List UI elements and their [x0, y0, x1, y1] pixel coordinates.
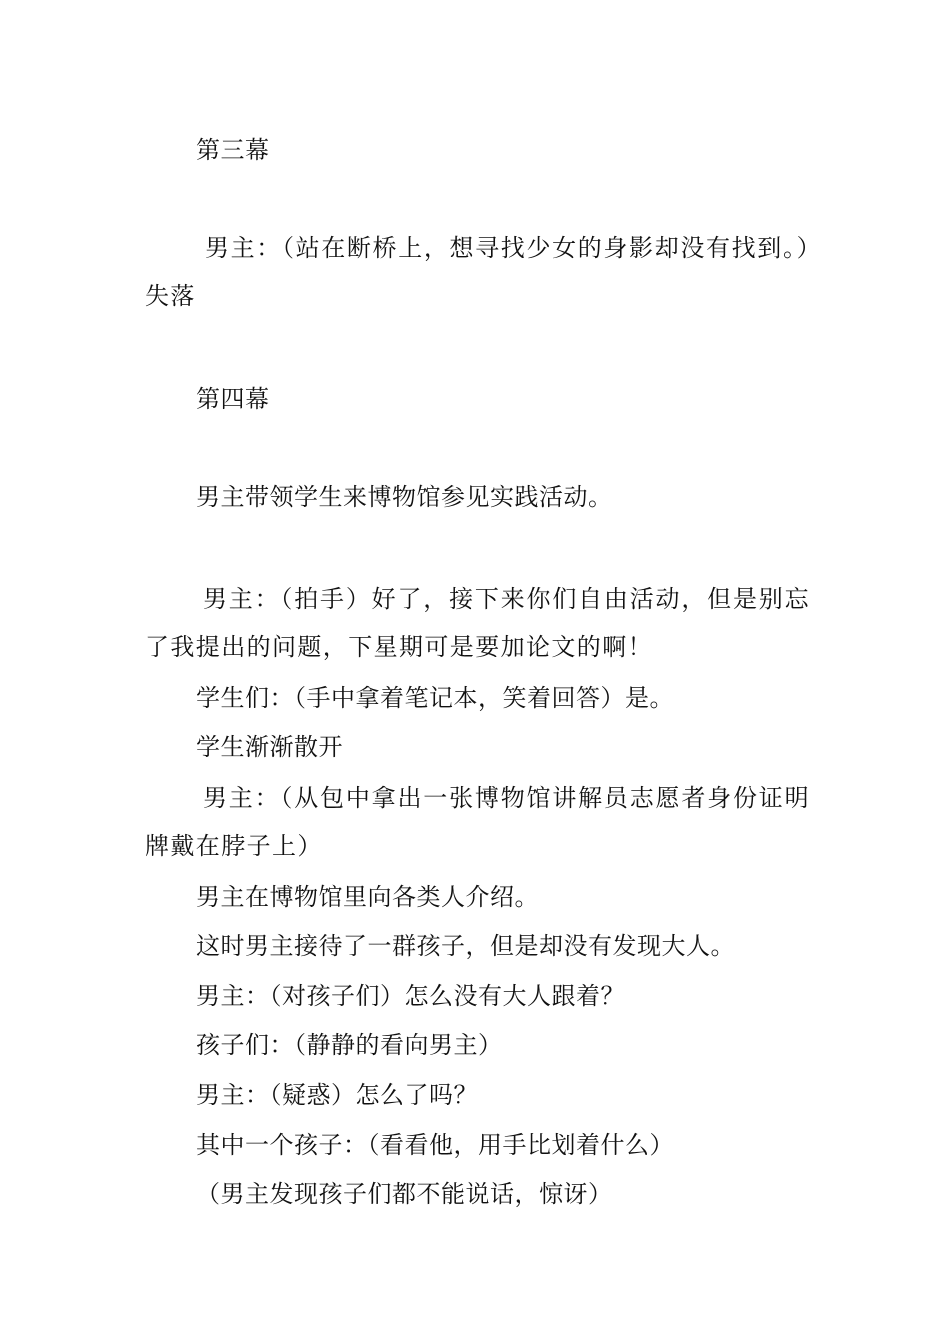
scene-4-narration-2: 男主在博物馆里向各类人介绍。	[196, 883, 539, 911]
scene-4-heading: 第四幕	[196, 385, 270, 413]
scene-4-dialogue-3: 男主：（从包中拿出一张博物馆讲解员志愿者身份证明牌戴在脖子上）	[145, 784, 810, 860]
scene-3-heading: 第三幕	[196, 136, 270, 164]
scene-4-dialogue-7: 其中一个孩子：（看看他，用手比划着什么）	[196, 1131, 674, 1159]
scene-4-stage-direction-2: （男主发现孩子们都不能说话，惊讶）	[196, 1180, 613, 1208]
scene-4-dialogue-6: 男主：（疑惑）怎么了吗？	[196, 1081, 478, 1109]
scene-4-stage-direction-1: 学生渐渐散开	[196, 733, 343, 761]
scene-4-narration-3: 这时男主接待了一群孩子，但是却没有发现大人。	[196, 932, 735, 960]
scene-4-dialogue-2: 学生们：（手中拿着笔记本，笑着回答）是。	[196, 684, 674, 712]
scene-4-narration: 男主带领学生来博物馆参见实践活动。	[196, 483, 613, 511]
scene-4-dialogue-1: 男主：（拍手）好了，接下来你们自由活动，但是别忘了我提出的问题，下星期可是要加论文的啊！	[145, 585, 810, 661]
scene-4-dialogue-4: 男主：（对孩子们）怎么没有大人跟着？	[196, 982, 625, 1010]
scene-3-dialogue-1: 男主：（站在断桥上，想寻找少女的身影却没有找到。）失落	[145, 234, 810, 310]
scene-4-dialogue-5: 孩子们：（静静的看向男主）	[196, 1031, 503, 1059]
